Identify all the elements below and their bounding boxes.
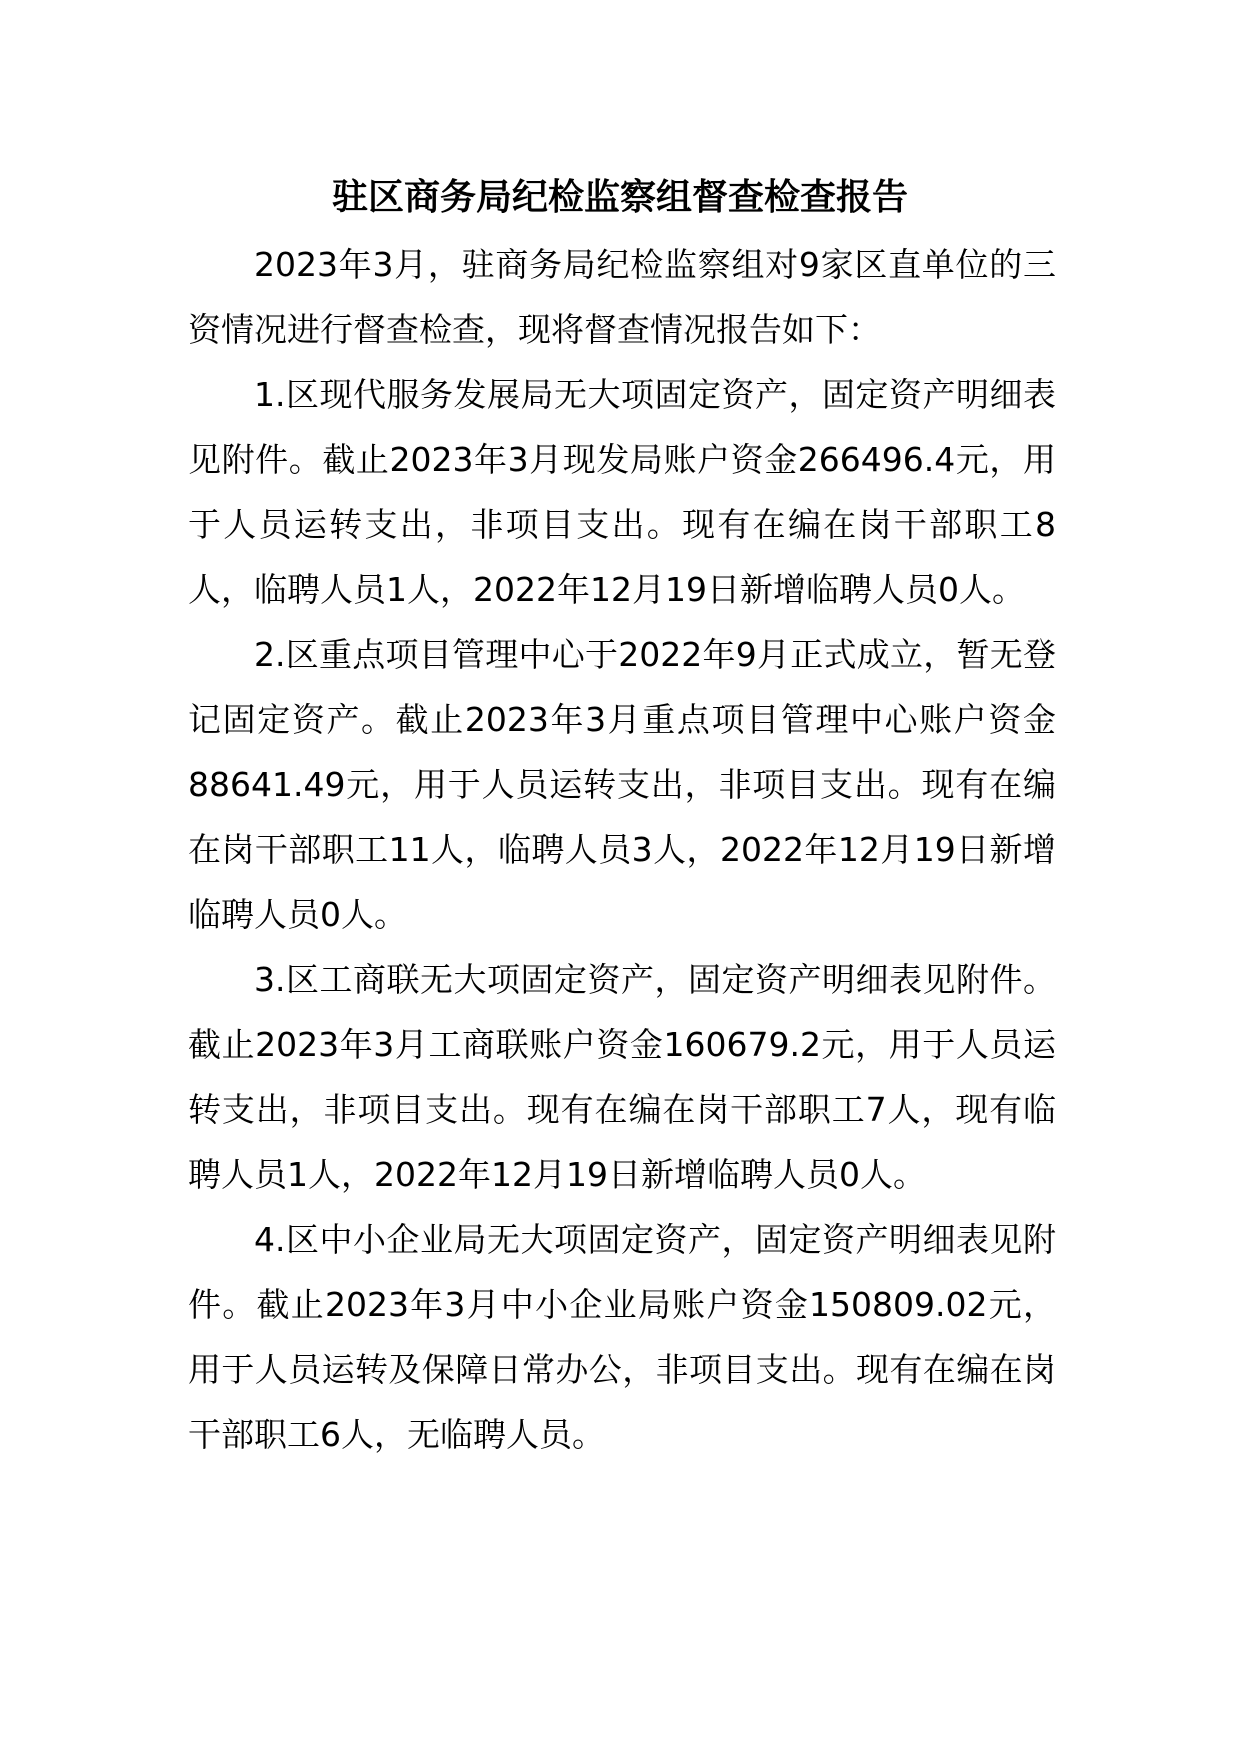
paragraph-item-2: 2.区重点项目管理中心于2022年9月正式成立，暂无登记固定资产。截止2023年3月重点项目管理中心账户资金88641.49元，用于人员运转支出，非项目支出。现有在编在岗干部职工11人，临聘人员3人，2022年12月19日新增临聘人员0人。 (188, 635, 1056, 934)
paragraph-item-1: 1.区现代服务发展局无大项固定资产，固定资产明细表见附件。截止2023年3月现发局账户资金266496.4元，用于人员运转支出，非项目支出。现有在编在岗干部职工8人，临聘人员1人，2022年12月19日新增临聘人员0人。 (188, 375, 1056, 609)
document-title: 驻区商务局纪检监察组督查检查报告 (331, 177, 908, 218)
paragraph-item-3: 3.区工商联无大项固定资产，固定资产明细表见附件。截止2023年3月工商联账户资金160679.2元，用于人员运转支出，非项目支出。现有在编在岗干部职工7人，现有临聘人员1人，2022年12月19日新增临聘人员0人。 (188, 960, 1056, 1194)
document-body (188, 232, 1056, 1467)
paragraph-item-4: 4.区中小企业局无大项固定资产，固定资产明细表见附件。截止2023年3月中小企业局账户资金150809.02元，用于人员运转及保障日常办公，非项目支出。现有在编在岗干部职工6人，无临聘人员。 (188, 1220, 1056, 1454)
paragraph-intro: 2023年3月，驻商务局纪检监察组对9家区直单位的三资情况进行督查检查，现将督查情况报告如下： (188, 245, 1056, 349)
